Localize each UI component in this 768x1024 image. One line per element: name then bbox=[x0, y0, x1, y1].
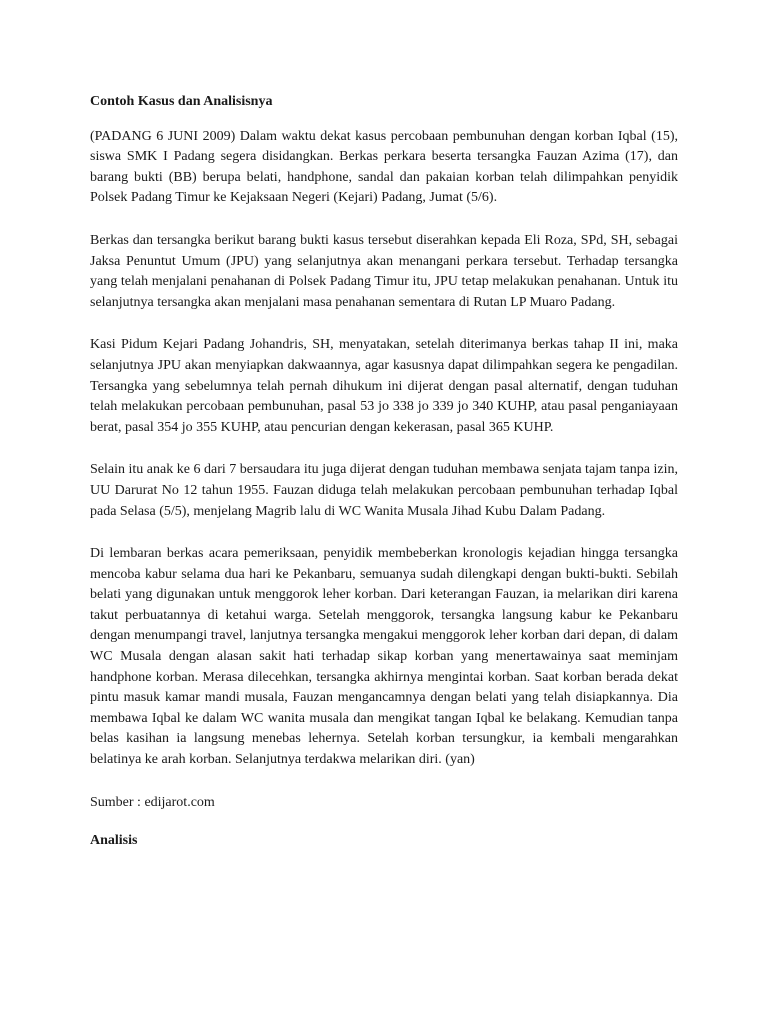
paragraph-1: (PADANG 6 JUNI 2009) Dalam waktu dekat kasus percobaan pembunuhan dengan korban Iqbal (15), siswa SMK I Padang segera disidangkan. Berkas perkara beserta tersangka Fauzan Azima (17), dan barang bukti (BB) berupa belati, handphone, sandal dan pakaian korban telah dilimpahkan penyidik Polsek Padang Timur ke Kejaksaan Negeri (Kejari) Padang, Jumat (5/6). bbox=[90, 128, 678, 206]
document-title: Contoh Kasus dan Analisisnya bbox=[90, 94, 273, 109]
paragraph-5: Di lembaran berkas acara pemeriksaan, penyidik membeberkan kronologis kejadian hingga tersangka mencoba kabur selama dua hari ke Pekanbaru, semuanya sudah dilengkapi dengan bukti-bukti. Sebilah belati yang digunakan untuk menggorok leher korban. Dari keterangan Fauzan, ia melarikan diri karena takut perbuatannya di ketahui warga. Setelah menggorok, tersangka langsung kabur ke Pekanbaru dengan menumpangi travel, lanjutnya tersangka mengakui menggorok leher korban dari depan, di dalam WC Musala dengan alasan sakit hati terhadap sikap korban yang menertawainya saat meminjam handphone korban. Merasa dilecehkan, tersangka akhirnya mengintai korban. Saat korban berada dekat pintu masuk kamar mandi musala, Fauzan mengancamnya dengan belati yang telah disiapkannya. Dia membawa Iqbal ke dalam WC wanita musala dan mengikat tangan Iqbal ke belakang. Kemudian tanpa belas kasihan ia langsung menebas lehernya. Setelah korban tersungkur, ia kembali mengarahkan belatinya ke arah korban. Selanjutnya terdakwa melarikan diri. (yan) bbox=[90, 546, 678, 768]
document-page bbox=[90, 92, 678, 852]
paragraph-4: Selain itu anak ke 6 dari 7 bersaudara itu juga dijerat dengan tuduhan membawa senjata tajam tanpa izin, UU Darurat No 12 tahun 1955. Fauzan diduga telah melakukan percobaan pembunuhan terhadap Iqbal pada Selasa (5/5), menjelang Magrib lalu di WC Wanita Musala Jihad Kubu Dalam Padang. bbox=[90, 462, 678, 519]
section-heading-analisis: Analisis bbox=[90, 833, 138, 849]
paragraph-2: Berkas dan tersangka berikut barang bukti kasus tersebut diserahkan kepada Eli Roza, SPd, SH, sebagai Jaksa Penuntut Umum (JPU) yang selanjutnya akan menangani perkara tersebut. Terhadap tersangka yang telah menjalani penahanan di Polsek Padang Timur itu, JPU tetap melakukan penahanan. Untuk itu selanjutnya tersangka akan menjalani masa penahanan sementara di Rutan LP Muaro Padang. bbox=[90, 232, 678, 310]
source-line: Sumber : edijarot.com bbox=[90, 794, 215, 810]
paragraph-3: Kasi Pidum Kejari Padang Johandris, SH, menyatakan, setelah diterimanya berkas tahap II ini, maka selanjutnya JPU akan menyiapkan dakwaannya, agar kasusnya dapat dilimpahkan segera ke pengadilan. Tersangka yang sebelumnya telah pernah dihukum ini dijerat dengan pasal alternatif, dengan tuduhan telah melakukan percobaan pembunuhan, pasal 53 jo 338 jo 339 jo 340 KUHP, atau pasal penganiayaan berat, pasal 354 jo 355 KUHP, atau pencurian dengan kekerasan, pasal 365 KUHP. bbox=[90, 337, 678, 435]
